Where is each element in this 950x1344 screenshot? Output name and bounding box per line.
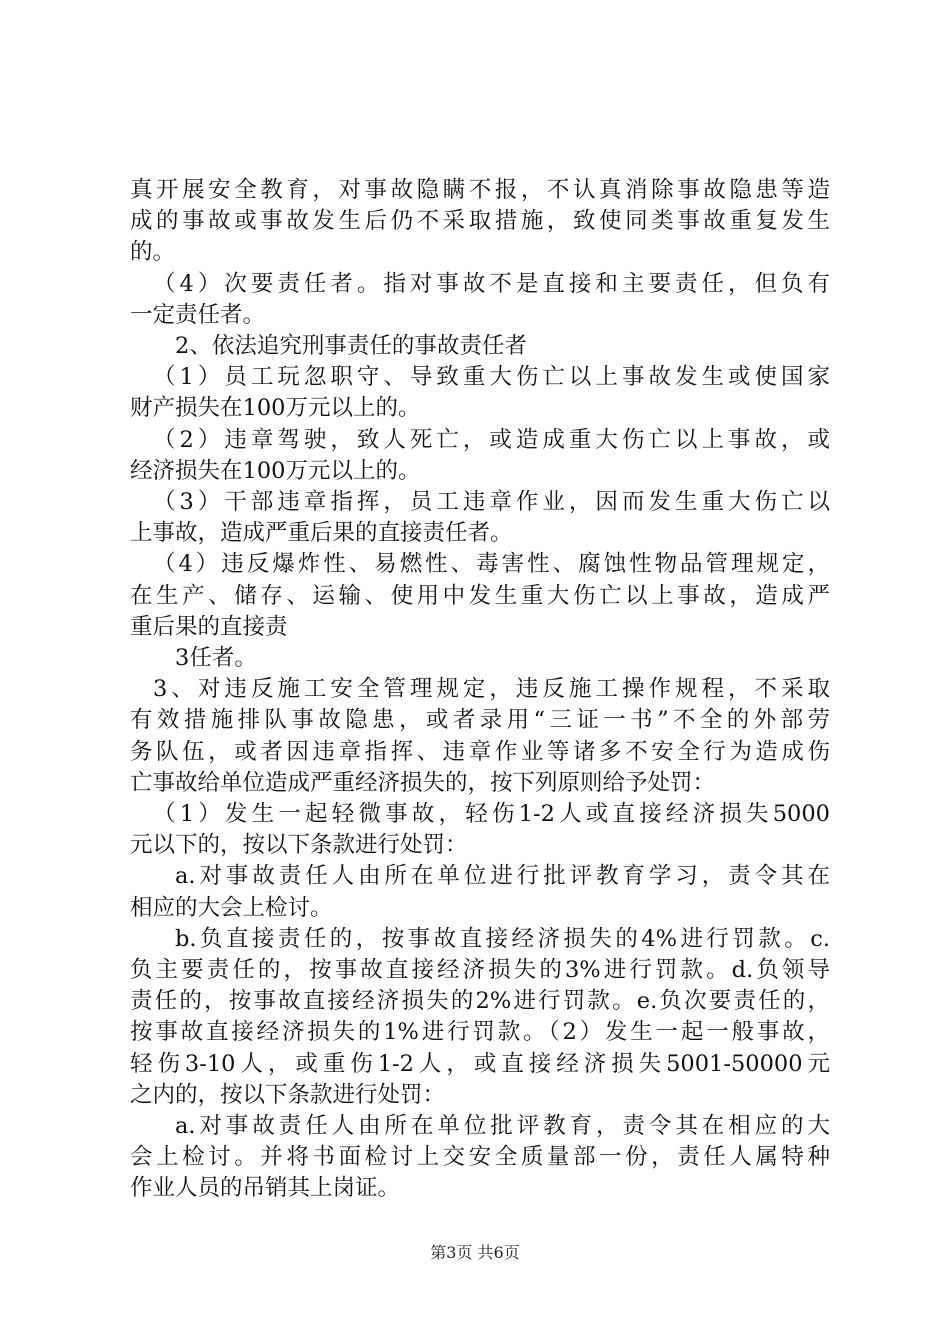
text-line: 在生产、储存、运输、使用中发生重大伤亡以上事故，造成严 [130, 582, 830, 609]
text-line: 重后果的直接责 [130, 613, 288, 640]
text-line: 经济损失在100万元以上的。 [130, 457, 421, 484]
text-line: 相应的大会上检讨。 [130, 894, 333, 921]
text-line: 3任者。 [175, 645, 257, 671]
text-line: （3）干部违章指挥，员工违章作业，因而发生重大伤亡以 [153, 489, 830, 515]
text-line: （1）发生一起轻微事故，轻伤1-2人或直接经济损失5000 [153, 801, 830, 827]
text-line: a.对事故责任人由所在单位批评教育，责令其在相应的大 [175, 1113, 830, 1139]
text-line: 的。 [130, 239, 176, 266]
text-line: 作业人员的吊销其上岗证。 [130, 1175, 401, 1202]
text-line: 轻伤3-10人，或重伤1-2人，或直接经济损失5001-50000元 [130, 1050, 830, 1077]
text-line: 之内的，按以下条款进行处罚： [130, 1081, 446, 1108]
text-line: 务队伍，或者因违章指挥、违章作业等诸多不安全行为造成伤 [130, 738, 830, 765]
section-heading: 2、依法追究刑事责任的事故责任者 [175, 333, 527, 359]
text-line: 责任的，按事故直接经济损失的2%进行罚款。e.负次要责任的， [130, 988, 830, 1015]
text-line: 成的事故或事故发生后仍不采取措施，致使同类事故重复发生 [130, 208, 830, 235]
text-line: 上事故，造成严重后果的直接责任者。 [130, 520, 513, 547]
text-line: 会上检讨。并将书面检讨上交安全质量部一份，责任人属特种 [130, 1144, 830, 1171]
text-line: （1）员工玩忽职守、导致重大伤亡以上事故发生或使国家 [153, 364, 830, 391]
text-line: （2）违章驾驶，致人死亡，或造成重大伤亡以上事故，或 [153, 426, 830, 453]
page-number-footer: 第3页 共6页 [430, 1243, 520, 1262]
text-line: 财产损失在100万元以上的。 [130, 395, 421, 422]
text-line: a.对事故责任人由所在单位进行批评教育学习，责令其在 [175, 863, 830, 890]
section-heading: 3、对违反施工安全管理规定，违反施工操作规程，不采取 [153, 676, 830, 703]
text-line: 真开展安全教育，对事故隐瞒不报，不认真消除事故隐患等造 [130, 177, 830, 203]
text-line: 亡事故给单位造成严重经济损失的，按下列原则给予处罚： [130, 769, 716, 796]
text-line: 按事故直接经济损失的1%进行罚款。（2）发生一起一般事故， [130, 1019, 830, 1046]
text-line: b.负直接责任的，按事故直接经济损失的4%进行罚款。c. [175, 925, 830, 952]
text-line: 元以下的，按以下条款进行处罚： [130, 832, 468, 859]
text-line: （4）次要责任者。指对事故不是直接和主要责任，但负有 [153, 270, 830, 297]
text-line: （4）违反爆炸性、易燃性、毒害性、腐蚀性物品管理规定， [153, 551, 830, 578]
text-line: 负主要责任的，按事故直接经济损失的3%进行罚款。d.负领导 [130, 957, 830, 983]
text-line: 有效措施排队事故隐患，或者录用“三证一书”不全的外部劳 [130, 707, 830, 734]
text-line: 一定责任者。 [130, 301, 266, 328]
